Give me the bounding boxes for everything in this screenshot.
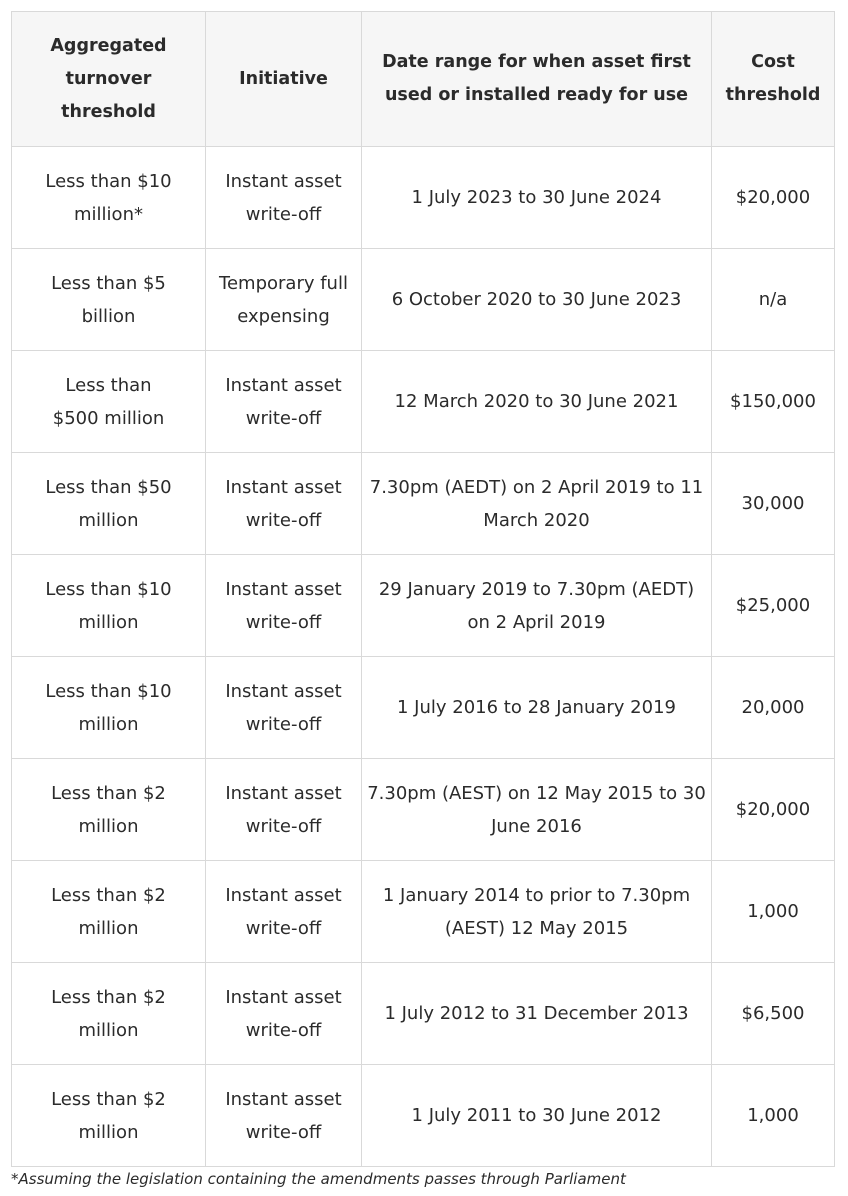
table-row: [12, 963, 835, 1065]
table-row: [12, 1065, 835, 1167]
header-date-range: Date range for when asset first used or installed ready for use: [362, 12, 712, 147]
turnover-threshold-cell: Less than $10 million: [12, 657, 206, 759]
table-header-row: [12, 12, 835, 147]
cost-threshold-cell: 30,000: [712, 453, 835, 555]
table-row: [12, 861, 835, 963]
initiative-cell: Instant asset write-off: [206, 657, 362, 759]
table-row: [12, 759, 835, 861]
turnover-threshold-cell: Less than $50 million: [12, 453, 206, 555]
table-body: [12, 147, 835, 1167]
initiative-cell: Instant asset write-off: [206, 861, 362, 963]
initiative-cell: Instant asset write-off: [206, 147, 362, 249]
cost-threshold-cell: n/a: [712, 249, 835, 351]
table-row: [12, 555, 835, 657]
turnover-threshold-cell: Less than $2 million: [12, 963, 206, 1065]
cost-threshold-cell: 20,000: [712, 657, 835, 759]
table-row: [12, 657, 835, 759]
header-cost-threshold: Cost threshold: [712, 12, 835, 147]
date-range-cell: 1 July 2016 to 28 January 2019: [362, 657, 712, 759]
turnover-threshold-cell: Less than $2 million: [12, 861, 206, 963]
date-range-cell: 1 July 2011 to 30 June 2012: [362, 1065, 712, 1167]
date-range-cell: 1 January 2014 to prior to 7.30pm (AEST) 12 May 2015: [362, 861, 712, 963]
table-row: [12, 249, 835, 351]
initiative-cell: Instant asset write-off: [206, 453, 362, 555]
date-range-cell: 12 March 2020 to 30 June 2021: [362, 351, 712, 453]
turnover-threshold-cell: Less than $5 billion: [12, 249, 206, 351]
cost-threshold-cell: $20,000: [712, 147, 835, 249]
initiative-cell: Temporary full expensing: [206, 249, 362, 351]
turnover-threshold-cell: Less than $2 million: [12, 1065, 206, 1167]
cost-threshold-cell: $20,000: [712, 759, 835, 861]
cost-threshold-cell: 1,000: [712, 861, 835, 963]
table-row: [12, 453, 835, 555]
cost-threshold-cell: $25,000: [712, 555, 835, 657]
table-row: [12, 351, 835, 453]
initiative-cell: Instant asset write-off: [206, 555, 362, 657]
initiative-cell: Instant asset write-off: [206, 963, 362, 1065]
initiative-cell: Instant asset write-off: [206, 351, 362, 453]
date-range-cell: 1 July 2023 to 30 June 2024: [362, 147, 712, 249]
date-range-cell: 29 January 2019 to 7.30pm (AEDT) on 2 April 2019: [362, 555, 712, 657]
date-range-cell: 7.30pm (AEST) on 12 May 2015 to 30 June 2016: [362, 759, 712, 861]
asset-writeoff-table: [11, 11, 835, 1167]
footnote: *Assuming the legislation containing the amendments passes through Parliament: [11, 1170, 626, 1188]
turnover-threshold-cell: Less than $10 million: [12, 555, 206, 657]
table-row: [12, 147, 835, 249]
header-turnover-threshold: Aggregated turnover threshold: [12, 12, 206, 147]
turnover-threshold-cell: Less than $2 million: [12, 759, 206, 861]
cost-threshold-cell: $6,500: [712, 963, 835, 1065]
date-range-cell: 7.30pm (AEDT) on 2 April 2019 to 11 March 2020: [362, 453, 712, 555]
turnover-threshold-cell: Less than $10 million*: [12, 147, 206, 249]
cost-threshold-cell: $150,000: [712, 351, 835, 453]
turnover-threshold-cell: Less than $500 million: [12, 351, 206, 453]
initiative-cell: Instant asset write-off: [206, 1065, 362, 1167]
date-range-cell: 1 July 2012 to 31 December 2013: [362, 963, 712, 1065]
initiative-cell: Instant asset write-off: [206, 759, 362, 861]
header-initiative: Initiative: [206, 12, 362, 147]
date-range-cell: 6 October 2020 to 30 June 2023: [362, 249, 712, 351]
cost-threshold-cell: 1,000: [712, 1065, 835, 1167]
